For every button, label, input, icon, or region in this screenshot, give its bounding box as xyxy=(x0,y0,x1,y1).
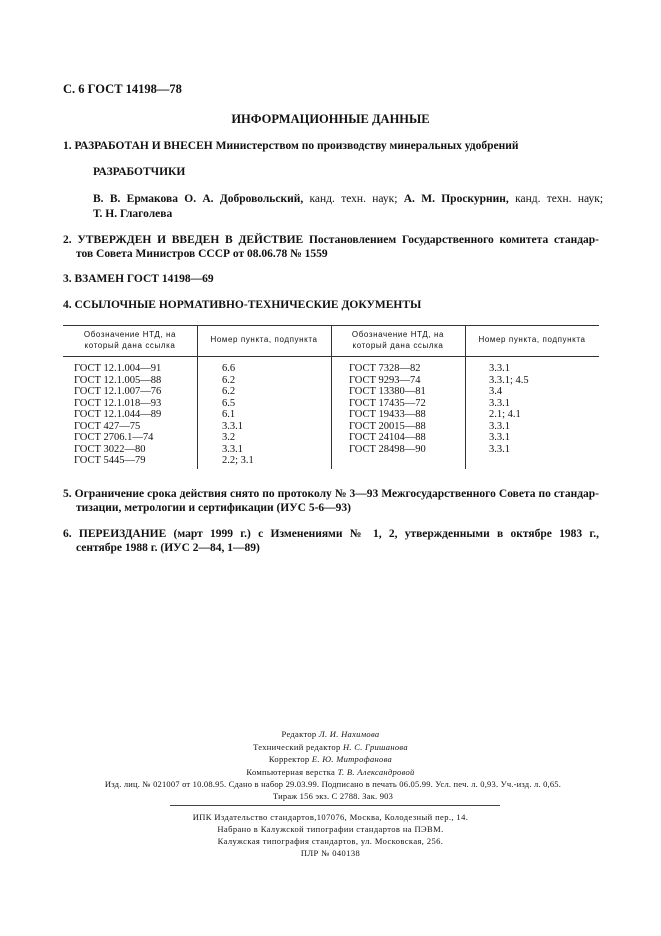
table-cell: 3.3.1; 4.5 xyxy=(489,374,529,386)
table-cell: ГОСТ 2706.1—74 xyxy=(74,432,154,443)
developers-heading: РАЗРАБОТЧИКИ xyxy=(93,166,186,178)
header-clause-left: Номер пункта, подпункта xyxy=(210,335,318,344)
section-4: 4. ССЫЛОЧНЫЕ НОРМАТИВНО-ТЕХНИЧЕСКИЕ ДОКУМЕНТЫ xyxy=(63,299,422,311)
table-cell: ГОСТ 12.1.007—76 xyxy=(74,386,162,397)
table-divider xyxy=(197,326,198,469)
table-cell: ГОСТ 24104—88 xyxy=(349,432,426,443)
section-2 xyxy=(63,233,599,261)
section-1-head: 1. РАЗРАБОТАН И ВНЕСЕН xyxy=(63,140,213,152)
section-1-body: Министерством по производству минеральных удобрений xyxy=(215,140,519,152)
table-cell: ГОСТ 3022—80 xyxy=(74,443,146,455)
imprint-divider xyxy=(170,805,500,806)
table-cell: 3.3.1 xyxy=(489,397,510,409)
table-cell: 6.6 xyxy=(222,363,236,374)
table-cell: ГОСТ 12.1.004—91 xyxy=(74,363,162,374)
section-6 xyxy=(63,527,599,555)
table-cell: ГОСТ 28498—90 xyxy=(349,443,426,455)
section-5 xyxy=(63,487,599,515)
section-2-line-2: тов Совета Министров СССР от 08.06.78 № 1559 xyxy=(76,248,328,260)
developer-degree-1: канд. техн. наук; xyxy=(309,193,398,205)
table-cell: ГОСТ 12.1.044—89 xyxy=(74,409,162,420)
table-cell: 3.3.1 xyxy=(222,420,243,432)
page-title: ИНФОРМАЦИОННЫЕ ДАННЫЕ xyxy=(231,112,430,126)
table-cell: 3.3.1 xyxy=(489,420,510,432)
table-cell: ГОСТ 9293—74 xyxy=(349,374,421,386)
header-designation-right: Обозначение НТД, на который дана ссылка xyxy=(351,330,445,350)
imprint-details: Изд. лиц. № 021007 от 10.08.95. Сдано в набор 29.03.99. Подписано в печать 06.05.99. Усл. печ. л. 0,93. Уч.-изд. л. 0,65. Тираж 156 экз. С 2788. Зак. 903 xyxy=(104,779,562,801)
right-doc-column xyxy=(349,363,426,455)
section-2-head: 2. УТВЕРЖДЕН И ВВЕДЕН В ДЕЙСТВИЕ xyxy=(63,234,304,246)
section-1 xyxy=(63,139,603,153)
section-5-line-2: тизации, метрологии и сертификации (ИУС 5-6—93) xyxy=(76,502,352,514)
developers-list xyxy=(93,192,603,222)
developer-degree-2: канд. техн. наук; xyxy=(515,193,604,205)
imprint-credits: Редактор Л. И. Нахимова Технический редактор Н. С. Гришанова Корректор Е. Ю. Митрофанова Компьютерная верстка Т. В. Александровой xyxy=(246,729,415,777)
table-cell: 3.3.1 xyxy=(489,432,510,443)
table-cell: 6.2 xyxy=(222,374,236,386)
reference-table xyxy=(63,325,599,469)
section-5-line-1: 5. Ограничение срока действия снято по протоколу № 3—93 Межгосударственного Совета по стандар- xyxy=(63,488,599,500)
page-header: С. 6 ГОСТ 14198—78 xyxy=(63,82,182,96)
table-cell: 2.2; 3.1 xyxy=(222,455,254,466)
table-cell: 2.1; 4.1 xyxy=(489,409,521,420)
table-divider xyxy=(465,326,466,469)
header-designation-left: Обозначение НТД, на который дана ссылка xyxy=(83,330,177,350)
table-cell: ГОСТ 427—75 xyxy=(74,420,141,432)
table-cell: 3.3.1 xyxy=(222,443,243,455)
section-6-line-2: сентябре 1988 г. (ИУС 2—84, 1—89) xyxy=(76,542,260,554)
developer-names-3: Т. Н. Глаголева xyxy=(93,208,173,220)
section-6-line-1: 6. ПЕРЕИЗДАНИЕ (март 1999 г.) с Изменениями № 1, 2, утвержденными в октябре 1983 г., xyxy=(63,528,599,540)
table-cell: ГОСТ 7328—82 xyxy=(349,363,421,374)
left-doc-column xyxy=(74,363,161,467)
table-cell: 3.2 xyxy=(222,432,236,443)
section-2-line-1: Постановлением Государственного комитета стандар- xyxy=(308,234,600,246)
right-clause-column xyxy=(489,363,529,455)
section-3: 3. ВЗАМЕН ГОСТ 14198—69 xyxy=(63,273,214,285)
table-cell: 6.5 xyxy=(222,397,236,409)
table-cell: ГОСТ 17435—72 xyxy=(349,397,426,409)
table-cell: ГОСТ 12.1.018—93 xyxy=(74,397,162,409)
table-cell: ГОСТ 19433—88 xyxy=(349,409,426,420)
table-cell: 3.4 xyxy=(489,386,503,397)
left-clause-column xyxy=(222,363,254,467)
table-cell: 3.3.1 xyxy=(489,443,510,455)
table-cell: 6.1 xyxy=(222,409,236,420)
table-cell: ГОСТ 20015—88 xyxy=(349,420,426,432)
table-cell: ГОСТ 13380—81 xyxy=(349,386,426,397)
table-cell: 3.3.1 xyxy=(489,363,510,374)
developer-names-2: А. М. Проскурнин, xyxy=(403,193,509,205)
table-cell: ГОСТ 12.1.005—88 xyxy=(74,374,162,386)
header-clause-right: Номер пункта, подпункта xyxy=(478,335,586,344)
developer-names-1: В. В. Ермакова О. А. Добровольский, xyxy=(93,193,304,205)
printer-info: ИПК Издательство стандартов,107076, Москва, Колодезный пер., 14. Набрано в Калужской типографии стандартов на ПЭВМ. Калужская типография стандартов, ул. Московская, 256. ПЛР № 040138 xyxy=(192,812,469,858)
table-cell: ГОСТ 5445—79 xyxy=(74,455,146,466)
table-cell: 6.2 xyxy=(222,386,236,397)
